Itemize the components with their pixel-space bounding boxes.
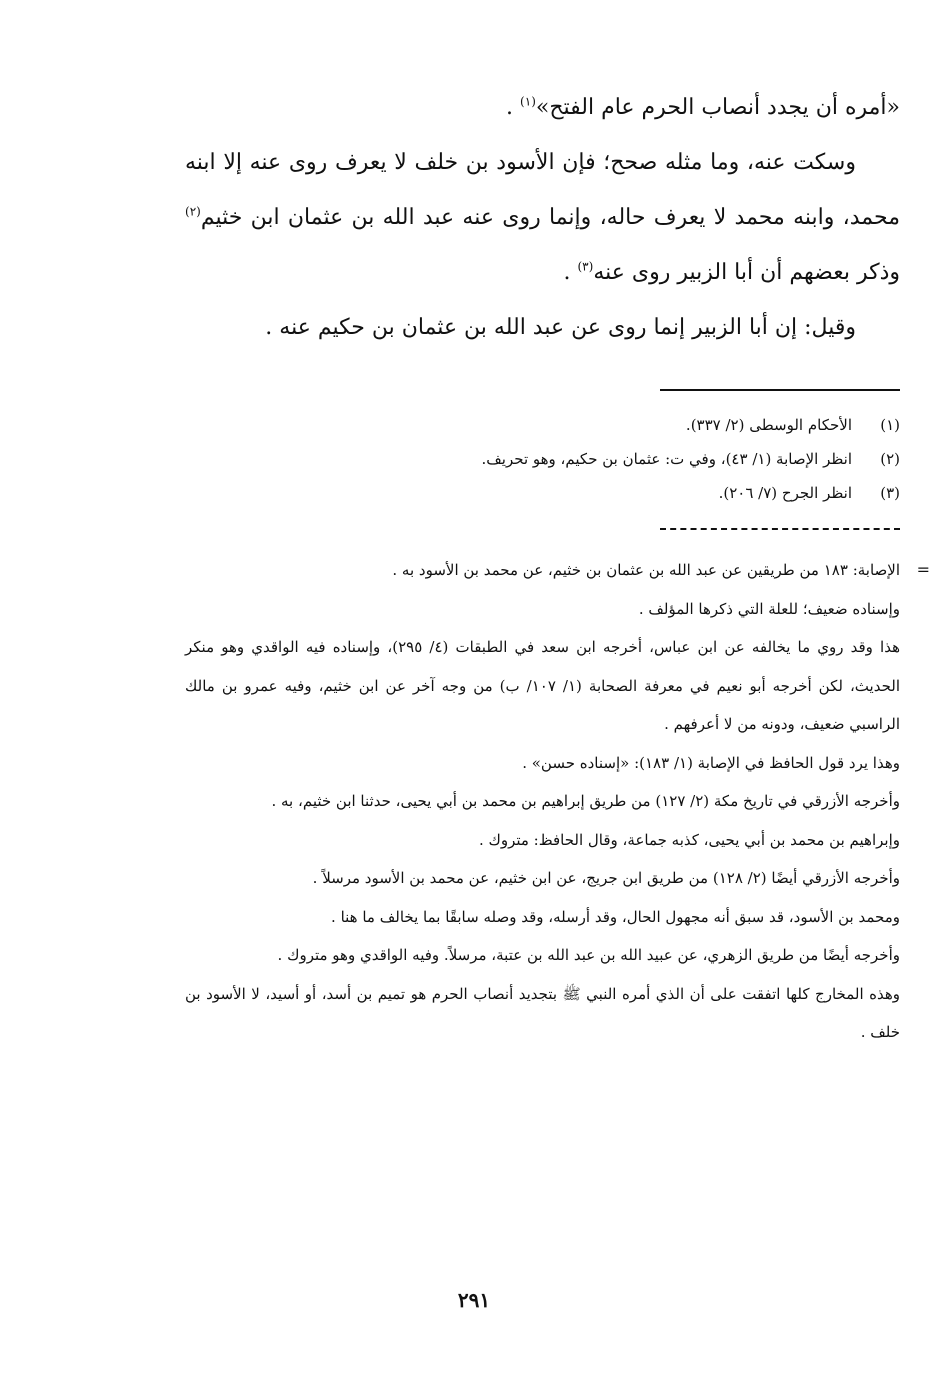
footnote-text: انظر الجرح (٧/ ٢٠٦). [718, 484, 852, 502]
main-paragraph [185, 135, 900, 300]
main-text [185, 80, 900, 355]
paragraph-text: وقيل: إن أبا الزبير إنما روى عن عبد الله بن عثمان بن حكيم عنه . [265, 315, 856, 340]
continued-paragraph: وإسناده ضعيف؛ للعلة التي ذكرها المؤلف . [638, 599, 900, 618]
continued-paragraph: وأخرجه الأزرقي أيضًا (٢/ ١٢٨) من طريق ابن جريج، عن ابن خثيم، عن محمد بن الأسود مرسلاً . [312, 869, 900, 887]
continued-paragraph: وأخرجه أيضًا من طريق الزهري، عن عبيد الله بن عبد الله بن عتبة، مرسلاً. وفيه الواقدي وهو متروك . [277, 946, 900, 964]
continued-paragraph: وهذا يرد قول الحافظ في الإصابة (١/ ١٨٣): «إسناده حسن» . [522, 753, 900, 772]
footnote-separator [660, 389, 900, 391]
continued-paragraph: الإصابة: ١٨٣ من طريقين عن عبد الله بن عثمان بن خثيم، عن محمد بن الأسود به . [392, 561, 900, 579]
footnote-ref: (٢) [185, 204, 201, 219]
footnote-number: (٣) [880, 484, 900, 502]
continued-paragraph: وهذه المخارج كلها اتفقت على أن الذي أمره النبي ﷺ بتجديد أنصاب الحرم هو تميم بن أسد، أو أسيد، لا الأسود بن خلف . [185, 984, 900, 1041]
continued-paragraph: وإبراهيم بن محمد بن أبي يحيى، كذبه جماعة، وقال الحافظ: متروك . [478, 830, 900, 849]
paragraph-text: وسكت عنه، وما مثله صحح؛ فإن الأسود بن خلف لا يعرف روى عنه إلا ابنه محمد، وابنه محمد لا يعرف حاله، وإنما روى عنه عبد الله بن عثمان ابن خثيم [185, 150, 900, 230]
footnote-ref: (٣) [577, 259, 594, 274]
continuation-marker: = [916, 560, 930, 579]
paragraph-tail: . [506, 95, 521, 120]
page-number: ٢٩١ [457, 1288, 491, 1312]
footnote [185, 476, 900, 510]
footnote-text: الأحكام الوسطى (٢/ ٣٣٧). [685, 416, 852, 434]
paragraph-tail: وذكر بعضهم أن أبا الزبير روى عنه [593, 260, 900, 285]
footnote-number: (١) [880, 416, 900, 434]
continued-paragraph: ومحمد بن الأسود، قد سبق أنه مجهول الحال، وقد أرسله، وقد وصله سابقًا بما يخالف ما هنا . [331, 907, 900, 926]
footnotes [185, 408, 900, 510]
footnote-text: انظر الإصابة (١/ ٤٣)، وفي ت: عثمان بن حكيم، وهو تحريف. [481, 450, 852, 468]
main-paragraph [185, 80, 900, 135]
paragraph-tail: . [563, 260, 578, 285]
main-paragraph [185, 300, 900, 355]
paragraph-text: «أمره أن يجدد أنصاب الحرم عام الفتح» [535, 95, 900, 120]
footnote-number: (٢) [880, 450, 900, 468]
continued-paragraph: وأخرجه الأزرقي في تاريخ مكة (٢/ ١٢٧) من طريق إبراهيم بن محمد بن أبي يحيى، حدثنا ابن خثيم، به . [271, 792, 900, 810]
continuation-separator [660, 528, 900, 530]
footnote-ref: (١) [520, 94, 536, 109]
footnote [185, 442, 900, 476]
footnote [185, 408, 900, 442]
continued-paragraph: هذا وقد روي ما يخالفه عن ابن عباس، أخرجه ابن سعد في الطبقات (٤/ ٢٩٥)، وإسناده فيه الواقدي وهو منكر الحديث، لكن أخرجه أبو نعيم في معرفة الصحابة (١/ ١٠٧/ ب) من وجه آخر عن ابن خثيم، وفيه عمرو بن مالك الراسبي ضعيف، ودونه من لا أعرفهم . [185, 638, 900, 733]
continued-footnote [185, 551, 930, 1052]
